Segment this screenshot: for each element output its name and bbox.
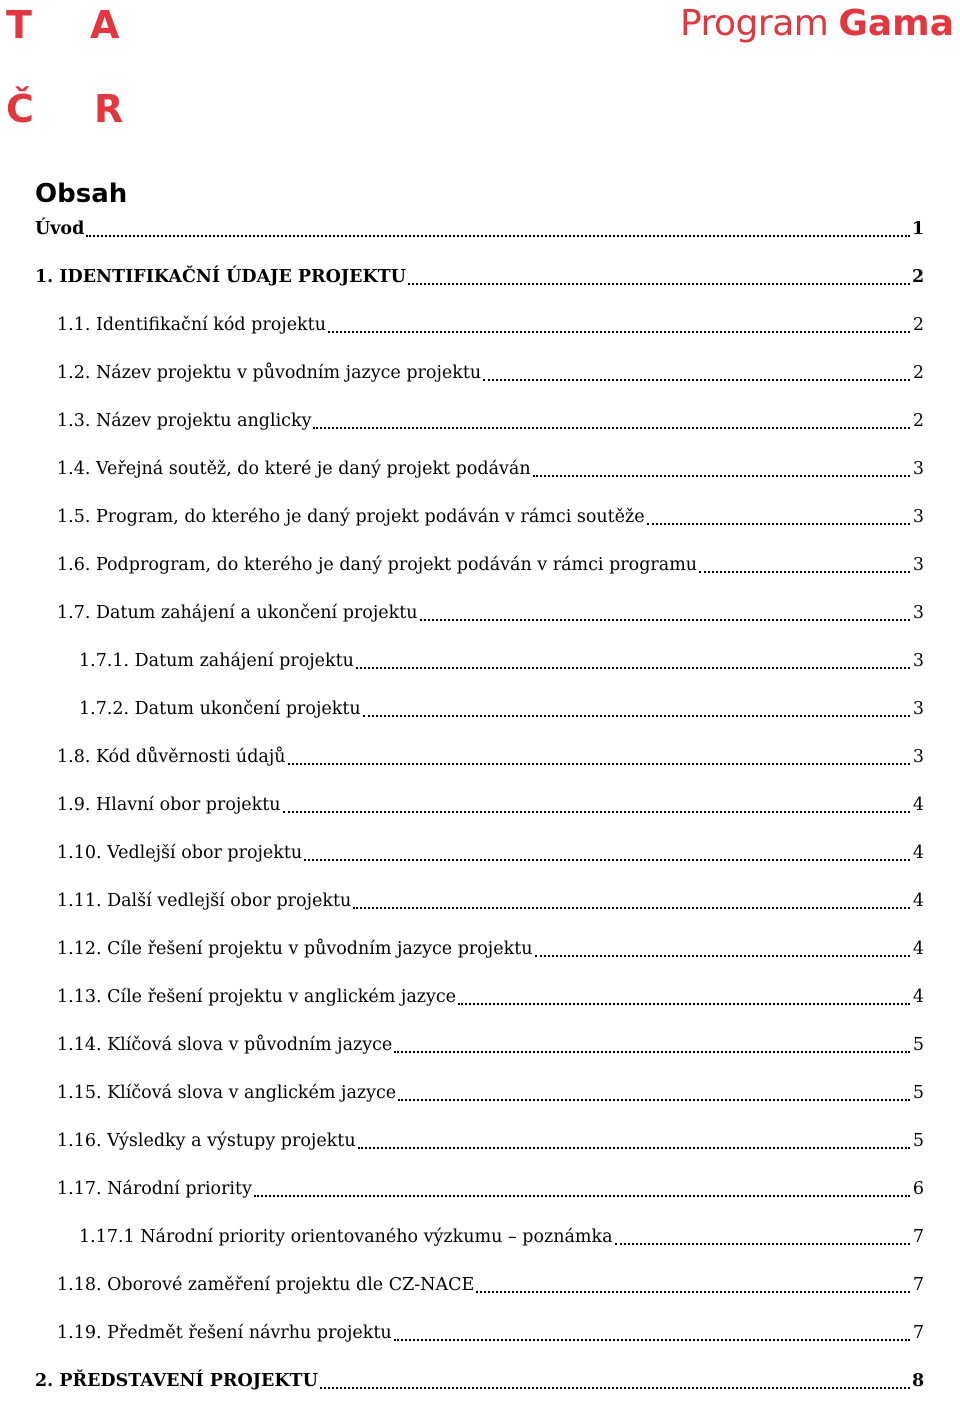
toc-entry-page: 3	[912, 651, 924, 671]
toc-dot-leader	[394, 1339, 910, 1341]
toc-entry-title: 1.18. Oborové zaměření projektu dle CZ-NACE	[57, 1275, 475, 1295]
toc-entry[interactable]	[0, 973, 960, 1021]
toc-entry-page: 3	[912, 699, 924, 719]
toc-entry-page: 4	[912, 939, 924, 959]
toc-entry-title: 1.14. Klíčová slova v původním jazyce	[57, 1035, 393, 1055]
toc-entry-page: 3	[912, 555, 924, 575]
toc-entry[interactable]	[0, 589, 960, 637]
toc-entry-page: 2	[912, 267, 925, 287]
toc-entry[interactable]	[0, 493, 960, 541]
program-gama-logo	[680, 2, 954, 45]
toc-entry[interactable]	[0, 301, 960, 349]
toc-entry[interactable]	[0, 1213, 960, 1261]
toc-dot-leader	[699, 571, 910, 573]
toc-entry-title: 1.3. Název projektu anglicky	[57, 411, 312, 431]
logo-letter: A	[90, 3, 120, 47]
toc-dot-leader	[358, 1147, 910, 1149]
logo-letter: R	[94, 87, 124, 131]
toc-entry-page: 4	[912, 891, 924, 911]
toc-entry-page: 4	[912, 795, 924, 815]
toc-entry-title: 1.7. Datum zahájení a ukončení projektu	[57, 603, 418, 623]
toc-entry[interactable]	[0, 829, 960, 877]
toc-entry-page: 6	[912, 1179, 924, 1199]
toc-entry-page: 3	[912, 747, 924, 767]
toc-entry-title: 1.9. Hlavní obor projektu	[57, 795, 281, 815]
toc-entry-title: 1.13. Cíle řešení projektu v anglickém jazyce	[57, 987, 457, 1007]
toc-dot-leader	[420, 619, 910, 621]
logo-program-word: Program	[679, 3, 829, 44]
table-of-contents	[0, 205, 960, 1405]
toc-entry-page: 5	[912, 1083, 924, 1103]
logo-letter: T	[6, 3, 32, 47]
toc-entry[interactable]	[0, 781, 960, 829]
toc-entry[interactable]	[0, 1117, 960, 1165]
toc-entry-title: Úvod	[35, 219, 85, 239]
toc-dot-leader	[86, 235, 910, 237]
toc-entry-title: 1.17.1 Národní priority orientovaného výzkumu – poznámka	[79, 1227, 613, 1247]
toc-entry-page: 4	[912, 843, 924, 863]
toc-entry[interactable]	[0, 925, 960, 973]
toc-dot-leader	[328, 331, 910, 333]
toc-dot-leader	[398, 1099, 910, 1101]
toc-entry-page: 3	[912, 507, 924, 527]
toc-entry-title: 1.6. Podprogram, do kterého je daný projekt podáván v rámci programu	[57, 555, 698, 575]
toc-entry-title: 2. PŘEDSTAVENÍ PROJEKTU	[35, 1371, 318, 1391]
toc-entry-title: 1. IDENTIFIKAČNÍ ÚDAJE PROJEKTU	[35, 267, 406, 287]
toc-dot-leader	[283, 811, 910, 813]
toc-dot-leader	[320, 1387, 910, 1389]
toc-dot-leader	[533, 475, 910, 477]
toc-title: Obsah	[35, 179, 128, 209]
toc-entry-title: 1.4. Veřejná soutěž, do které je daný projekt podáván	[57, 459, 531, 479]
toc-entry[interactable]	[0, 637, 960, 685]
toc-entry-page: 2	[912, 315, 924, 335]
toc-dot-leader	[254, 1195, 910, 1197]
logo-gama-word: Gama	[838, 3, 954, 44]
toc-entry-title: 1.7.1. Datum zahájení projektu	[79, 651, 354, 671]
toc-dot-leader	[304, 859, 910, 861]
toc-dot-leader	[356, 667, 910, 669]
toc-entry-page: 3	[912, 459, 924, 479]
toc-entry-page: 7	[912, 1275, 924, 1295]
toc-entry-page: 8	[912, 1371, 925, 1391]
toc-entry-page: 2	[912, 411, 924, 431]
toc-dot-leader	[535, 955, 911, 957]
toc-entry-title: 1.1. Identifikační kód projektu	[57, 315, 326, 335]
toc-entry[interactable]	[0, 253, 960, 301]
toc-dot-leader	[458, 1003, 910, 1005]
toc-entry-page: 7	[912, 1227, 924, 1247]
toc-entry[interactable]	[0, 205, 960, 253]
logo-letter: Č	[6, 87, 34, 131]
toc-entry-title: 1.5. Program, do kterého je daný projekt podáván v rámci soutěže	[57, 507, 645, 527]
toc-entry-title: 1.2. Název projektu v původním jazyce projektu	[57, 363, 482, 383]
toc-entry-page: 1	[912, 219, 925, 239]
toc-entry-page: 5	[912, 1035, 924, 1055]
toc-entry[interactable]	[0, 349, 960, 397]
toc-entry[interactable]	[0, 397, 960, 445]
toc-entry-title: 1.7.2. Datum ukončení projektu	[79, 699, 361, 719]
toc-entry[interactable]	[0, 1165, 960, 1213]
toc-entry[interactable]	[0, 541, 960, 589]
toc-entry[interactable]	[0, 1357, 960, 1405]
tacr-logo	[6, 3, 136, 131]
toc-dot-leader	[353, 907, 910, 909]
toc-entry-title: 1.15. Klíčová slova v anglickém jazyce	[57, 1083, 397, 1103]
toc-entry-page: 2	[912, 363, 924, 383]
toc-entry-title: 1.16. Výsledky a výstupy projektu	[57, 1131, 356, 1151]
toc-dot-leader	[313, 427, 910, 429]
toc-dot-leader	[615, 1243, 910, 1245]
toc-entry-title: 1.8. Kód důvěrnosti údajů	[57, 747, 286, 767]
toc-entry[interactable]	[0, 685, 960, 733]
toc-dot-leader	[483, 379, 910, 381]
toc-entry-title: 1.12. Cíle řešení projektu v původním jazyce projektu	[57, 939, 533, 959]
toc-entry[interactable]	[0, 445, 960, 493]
toc-entry-page: 7	[912, 1323, 924, 1343]
toc-entry[interactable]	[0, 1021, 960, 1069]
toc-dot-leader	[363, 715, 910, 717]
toc-dot-leader	[476, 1291, 910, 1293]
toc-entry[interactable]	[0, 1261, 960, 1309]
toc-dot-leader	[288, 763, 910, 765]
toc-entry-page: 4	[912, 987, 924, 1007]
toc-entry-title: 1.17. Národní priority	[57, 1179, 252, 1199]
toc-entry-page: 3	[912, 603, 924, 623]
toc-entry[interactable]	[0, 733, 960, 781]
toc-dot-leader	[408, 283, 910, 285]
toc-entry-title: 1.11. Další vedlejší obor projektu	[57, 891, 352, 911]
toc-entry[interactable]	[0, 1069, 960, 1117]
toc-entry[interactable]	[0, 1309, 960, 1357]
toc-entry-page: 5	[912, 1131, 924, 1151]
toc-entry-title: 1.19. Předmět řešení návrhu projektu	[57, 1323, 392, 1343]
toc-dot-leader	[647, 523, 910, 525]
toc-entry[interactable]	[0, 877, 960, 925]
toc-entry-title: 1.10. Vedlejší obor projektu	[57, 843, 303, 863]
toc-dot-leader	[394, 1051, 910, 1053]
